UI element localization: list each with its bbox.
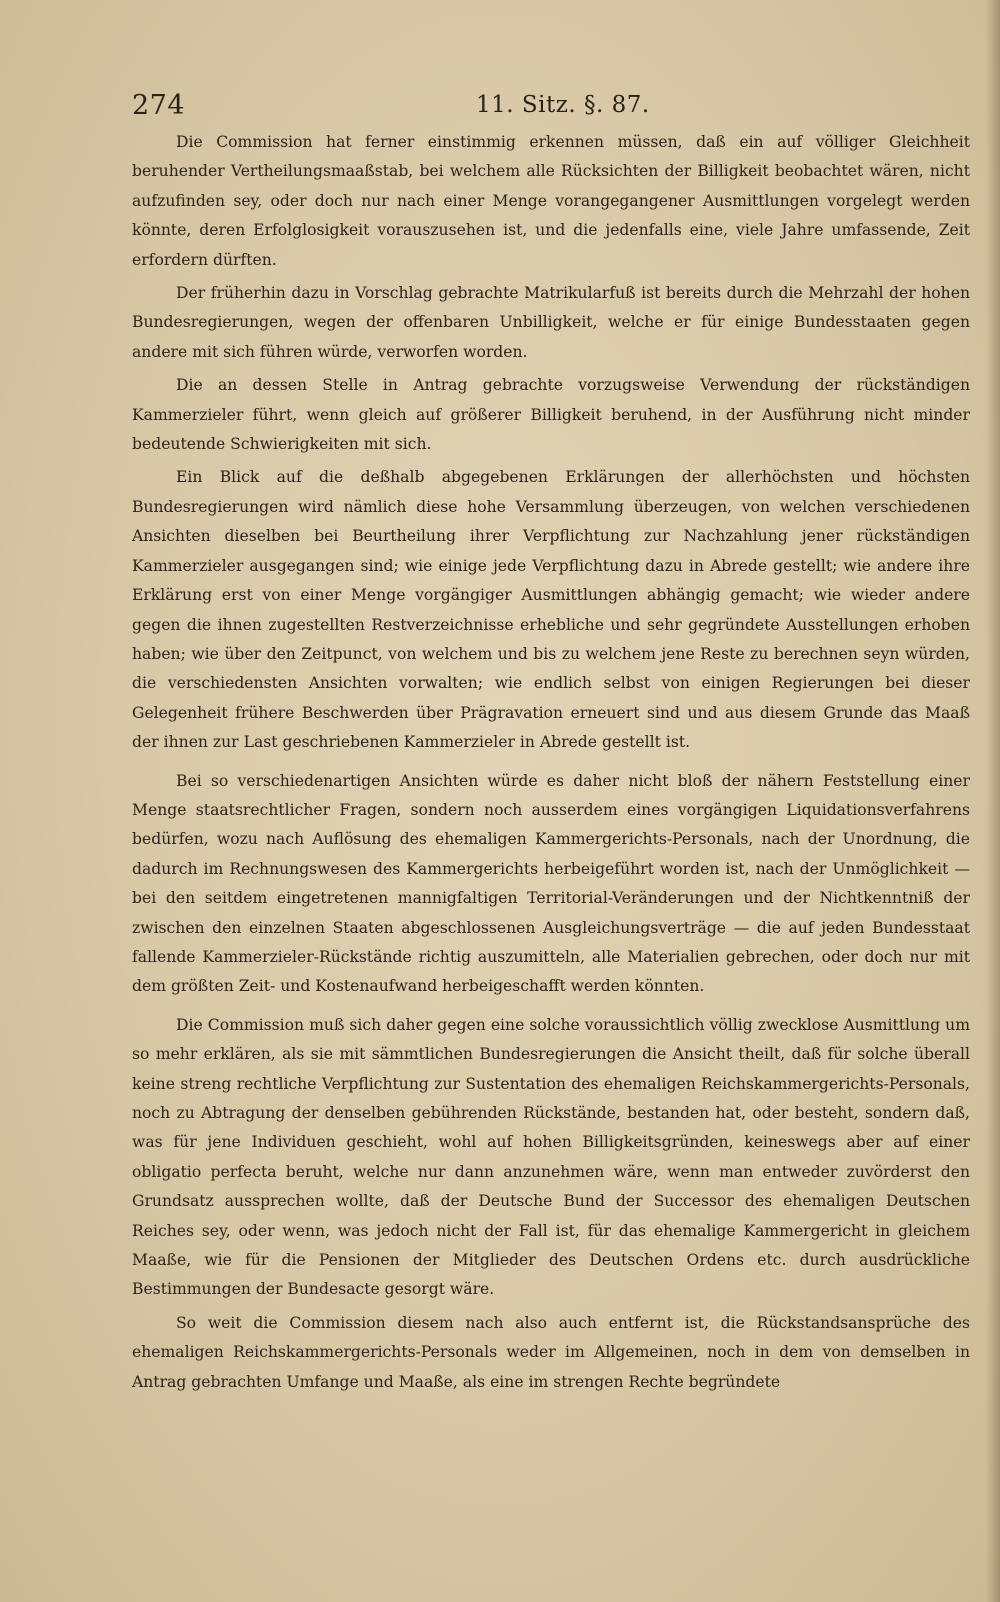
body-text — [132, 128, 970, 1397]
page-edge-shadow — [986, 0, 1000, 1602]
page-header — [132, 90, 970, 130]
paragraph-6: Die Commission muß sich daher gegen eine solche voraussichtlich völlig zwecklose Ausmittlung um so mehr erklären, als sie mit sämmtlichen Bundesregierungen die Ansicht theilt, daß für solche überall keine streng rechtliche Verpflichtung zur Sustentation des ehemaligen Reichskammergerichts-Personals, noch zu Abtragung der denselben gebührenden Rückstände, bestanden hat, oder besteht, sondern daß, was für jene Individuen geschieht, wohl auf hohen Billigkeitsgründen, keineswegs aber auf einer obligatio perfecta beruht, welche nur dann anzunehmen wäre, wenn man entweder zuvörderst den Grundsatz aussprechen wollte, daß der Deutsche Bund der Successor des ehemaligen Deutschen Reiches sey, oder wenn, was jedoch nicht der Fall ist, für das ehemalige Kammergericht in gleichem Maaße, wie für die Pensionen der Mitglieder des Deutschen Ordens etc. durch ausdrückliche Bestimmungen der Bundesacte gesorgt wäre. — [132, 1015, 970, 1299]
paragraph-3: Die an dessen Stelle in Antrag gebrachte vorzugsweise Verwendung der rückständigen Kammerzieler führt, wenn gleich auf größerer Billigkeit beruhend, in der Ausführung nicht minder bedeutende Schwierigkeiten mit sich. — [132, 376, 970, 454]
paragraph-7: So weit die Commission diesem nach also auch entfernt ist, die Rückstandsansprüche des ehemaligen Reichskammergerichts-Personals weder im Allgemeinen, noch in dem von demselben in Antrag gebrachten Umfange und Maaße, als eine im strengen Rechte begründete — [132, 1313, 970, 1391]
page-number: 274 — [132, 90, 186, 121]
paragraph-1: Die Commission hat ferner einstimmig erkennen müssen, daß ein auf völliger Gleichheit beruhender Vertheilungsmaaßstab, bei welchem alle Rücksichten der Billigkeit beobachtet wären, nicht aufzufinden sey, oder doch nur nach einer Menge vorangegangener Ausmittlungen vorgelegt werden könnte, deren Erfolglosigkeit vorauszusehen ist, und die jedenfalls eine, viele Jahre umfassende, Zeit erfordern dürften. — [132, 133, 970, 269]
paragraph-5: Bei so verschiedenartigen Ansichten würde es daher nicht bloß der nähern Feststellung einer Menge staatsrechtlicher Fragen, sondern noch ausserdem eines vorgängigen Liquidationsverfahrens bedürfen, wozu nach Auflösung des ehemaligen Kammergerichts-Personals, nach der Unordnung, die dadurch im Rechnungswesen des Kammergerichts herbeigeführt worden ist, nach der Unmöglichkeit — bei den seitdem eingetretenen mannigfaltigen Territorial-Veränderungen und der Nichtkenntniß der zwischen den einzelnen Staaten abgeschlossenen Ausgleichungsverträge — die auf jeden Bundesstaat fallende Kammerzieler-Rückstände richtig auszumitteln, alle Materialien gebrechen, oder doch nur mit dem größten Zeit- und Kostenaufwand herbeigeschafft werden könnten. — [132, 771, 970, 996]
paragraph-4: Ein Blick auf die deßhalb abgegebenen Erklärungen der allerhöchsten und höchsten Bundesregierungen wird nämlich diese hohe Versammlung überzeugen, von welchen verschiedenen Ansichten dieselben bei Beurtheilung ihrer Verpflichtung zur Nachzahlung jener rückständigen Kammerzieler ausgegangen sind; wie einige jede Verpflichtung dazu in Abrede gestellt; wie andere ihre Erklärung erst von einer Menge vorgängiger Ausmittlungen abhängig gemacht; wie wieder andere gegen die ihnen zugestellten Restverzeichnisse erhebliche und sehr gegründete Ausstellungen erhoben haben; wie über den Zeitpunct, von welchem und bis zu welchem jene Reste zu berechnen seyn würden, die verschiedensten Ansichten vorwalten; wie endlich selbst von einigen Regierungen bei dieser Gelegenheit frühere Beschwerden über Prägravation erneuert sind und aus diesem Grunde das Maaß der ihnen zur Last geschriebenen Kammerzieler in Abrede gestellt ist. — [132, 468, 970, 752]
running-head: 11. Sitz. §. 87. — [476, 92, 650, 118]
paragraph-2: Der früherhin dazu in Vorschlag gebrachte Matrikularfuß ist bereits durch die Mehrzahl der hohen Bundesregierungen, wegen der offenbaren Unbilligkeit, welche er für einige Bundesstaaten gegen andere mit sich führen würde, verworfen worden. — [132, 284, 970, 361]
